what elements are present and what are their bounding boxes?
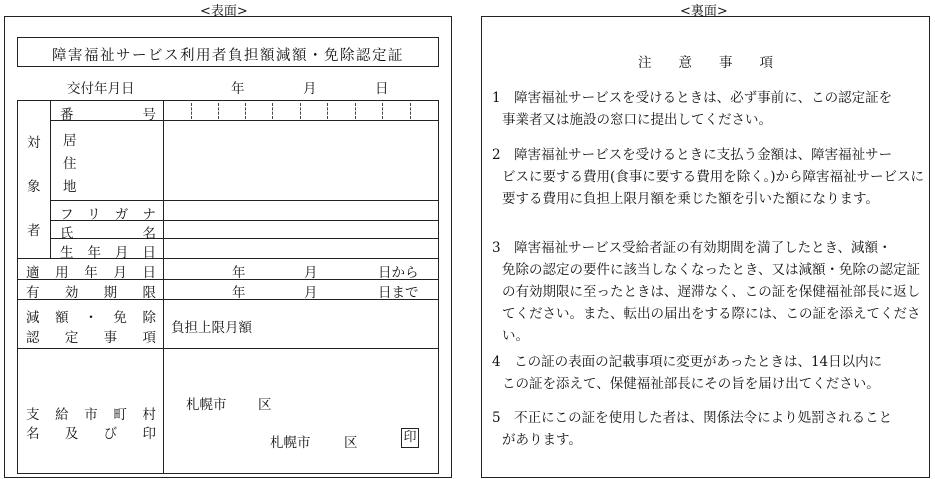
subject-char-2: 象	[27, 179, 41, 195]
certificate-back	[481, 16, 930, 478]
furigana-label: フリガナ	[60, 207, 156, 223]
birth-label: 生年月日	[60, 245, 156, 261]
start-month: 月	[304, 265, 318, 281]
issuer-city-1: 札幌市	[186, 397, 227, 413]
note-text: 事業者又は施設の窓口に提出してください。	[502, 112, 772, 128]
note-text: 障害福祉サービスを受けるときは、必ず事前に、この認定証を	[514, 90, 893, 106]
subject-char-1: 対	[27, 135, 41, 151]
note-text: 障害福祉サービスを受けるときに支払う金額は、障害福祉サー	[514, 147, 893, 163]
note-text: この証の表面の記載事項に変更があったときは、14日以内に	[514, 354, 883, 370]
valid-until-label: 有効期限	[26, 285, 156, 301]
notes-heading: 注 意 事 項	[638, 55, 773, 71]
certificate-title: 障害福祉サービス利用者負担額減額・免除認定証	[52, 48, 404, 64]
issue-month: 月	[303, 81, 317, 97]
address-char-2: 住	[63, 156, 77, 172]
title-box	[17, 37, 439, 67]
note-text: この証を添えて、保健福祉部長にその旨を届け出てください。	[502, 376, 880, 392]
main-table	[17, 100, 439, 474]
start-date-label: 適用年月日	[26, 265, 156, 281]
note-text: があります。	[502, 432, 582, 448]
note-text: 障害福祉サービス受給者証の有効期間を満了したとき、減額・	[514, 240, 892, 256]
note-text: ビスに要する費用(食事に要する費用を除く。)から障害福祉サービスに要する費用に負担上限月額を乗じた額を引いた額になります。	[502, 169, 925, 207]
note-item	[492, 407, 924, 451]
note-number: 2	[492, 147, 501, 163]
issue-date-label: 交付年月日	[67, 81, 135, 97]
reduction-label-2: 認定事項	[26, 330, 156, 346]
number-label: 番号	[60, 107, 156, 123]
start-suffix: 日から	[378, 265, 419, 281]
note-item	[492, 144, 924, 210]
issuer-ward-1: 区	[258, 397, 272, 413]
address-char-1: 居	[63, 133, 77, 149]
issuer-label-2: 名及び印	[26, 426, 156, 442]
note-item	[492, 351, 924, 395]
note-item	[492, 87, 924, 131]
address-char-3: 地	[63, 179, 77, 195]
certificate-front	[4, 16, 452, 478]
note-text: 免除の認定の要件に該当しなくなったとき、又は減額・免除の認定証の有効期限に至ったときは、遅滞なく、この証を保健福祉部長に返してください。また、転出の届出をする際には、この証を添えてください。	[502, 262, 921, 344]
valid-month: 月	[304, 285, 318, 301]
valid-year: 年	[232, 285, 246, 301]
issue-year: 年	[231, 81, 245, 97]
subject-char-3: 者	[27, 223, 41, 239]
name-label: 氏名	[60, 226, 156, 242]
valid-suffix: 日まで	[378, 285, 419, 301]
issuer-city-2: 札幌市	[270, 435, 311, 451]
seal-box: 印	[401, 428, 419, 448]
issuer-label-1: 支給市町村	[26, 407, 156, 423]
note-number: 5	[492, 410, 501, 426]
back-side-label: <裏面>	[680, 4, 728, 19]
note-text: 不正にこの証を使用した者は、関係法令により処罰されること	[514, 410, 893, 426]
note-number: 3	[492, 240, 501, 256]
note-number: 1	[492, 90, 501, 106]
reduction-label-1: 減額・免除	[26, 310, 156, 326]
front-side-label: <表面>	[200, 4, 248, 19]
note-number: 4	[492, 354, 501, 370]
start-year: 年	[232, 265, 246, 281]
issue-day: 日	[375, 81, 389, 97]
note-item	[492, 237, 924, 347]
reduction-value: 負担上限月額	[171, 320, 252, 336]
issuer-ward-2: 区	[344, 435, 358, 451]
